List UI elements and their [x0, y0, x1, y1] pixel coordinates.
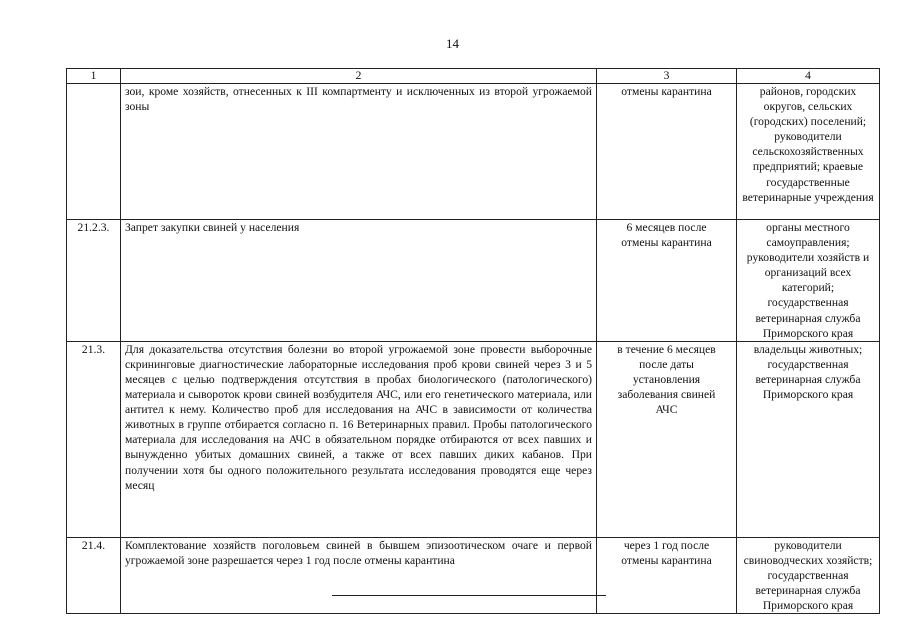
table-header-row	[67, 69, 880, 84]
table-row	[67, 341, 880, 537]
measure-term: отмены карантина	[597, 84, 737, 220]
measure-text: Для доказательства отсутствия болезни во второй угрожаемой зоне провести выборочные скрининговые диагностические лабораторные исследования проб крови свиней через 3 и 5 месяцев с целью подтверждения отсутствия в пробах биологического (патологического) материала и сывороток крови свиней возбудителя АЧС, или его генетического материала, или антител к нему. Количество проб для исследования на АЧС в зависимости от количества животных в группе отбирается согласно п. 16 Ветеринарных правил. Пробы патологического материала для исследования на АЧС в обязательном порядке отбираются от всех павших и вынужденно убитых домашних свиней, а также от всех павших диких кабанов. При получении хотя бы одного положительного результата исследования проводятся еще через месяц	[121, 341, 597, 537]
measure-term: в течение 6 месяцев после даты установления заболевания свиней АЧС	[597, 341, 737, 537]
column-header-4: 4	[737, 69, 880, 84]
measure-text: Комплектование хозяйств поголовьем свиней в бывшем эпизоотическом очаге и первой угрожаемой зоне разрешается через 1 год после отмены карантина	[121, 537, 597, 613]
measure-responsible: владельцы животных; государственная ветеринарная служба Приморского края	[737, 341, 880, 537]
table-row	[67, 220, 880, 342]
column-header-3: 3	[597, 69, 737, 84]
page-number: 14	[446, 36, 459, 51]
measures-table	[66, 68, 880, 614]
row-number: 21.4.	[67, 537, 121, 613]
column-header-2: 2	[121, 69, 597, 84]
measure-responsible: органы местного самоуправления; руководители хозяйств и организаций всех категорий; государственная ветеринарная служба Приморского края	[737, 220, 880, 342]
column-header-1: 1	[67, 69, 121, 84]
table-row	[67, 84, 880, 220]
footer-divider	[332, 595, 606, 596]
measure-term: через 1 год после отмены карантина	[597, 537, 737, 613]
measure-term: 6 месяцев после отмены карантина	[597, 220, 737, 342]
measure-responsible: руководители свиноводческих хозяйств; государственная ветеринарная служба Приморского края	[737, 537, 880, 613]
measure-responsible: районов, городских округов, сельских (городских) поселений; руководители сельскохозяйственных предприятий; краевые государственные ветеринарные учреждения	[737, 84, 880, 220]
row-number: 21.2.3.	[67, 220, 121, 342]
measure-text: зои, кроме хозяйств, отнесенных к III компартменту и исключенных из второй угрожаемой зоны	[121, 84, 597, 220]
row-number	[67, 84, 121, 220]
table-row	[67, 537, 880, 613]
row-number: 21.3.	[67, 341, 121, 537]
measure-text: Запрет закупки свиней у населения	[121, 220, 597, 342]
